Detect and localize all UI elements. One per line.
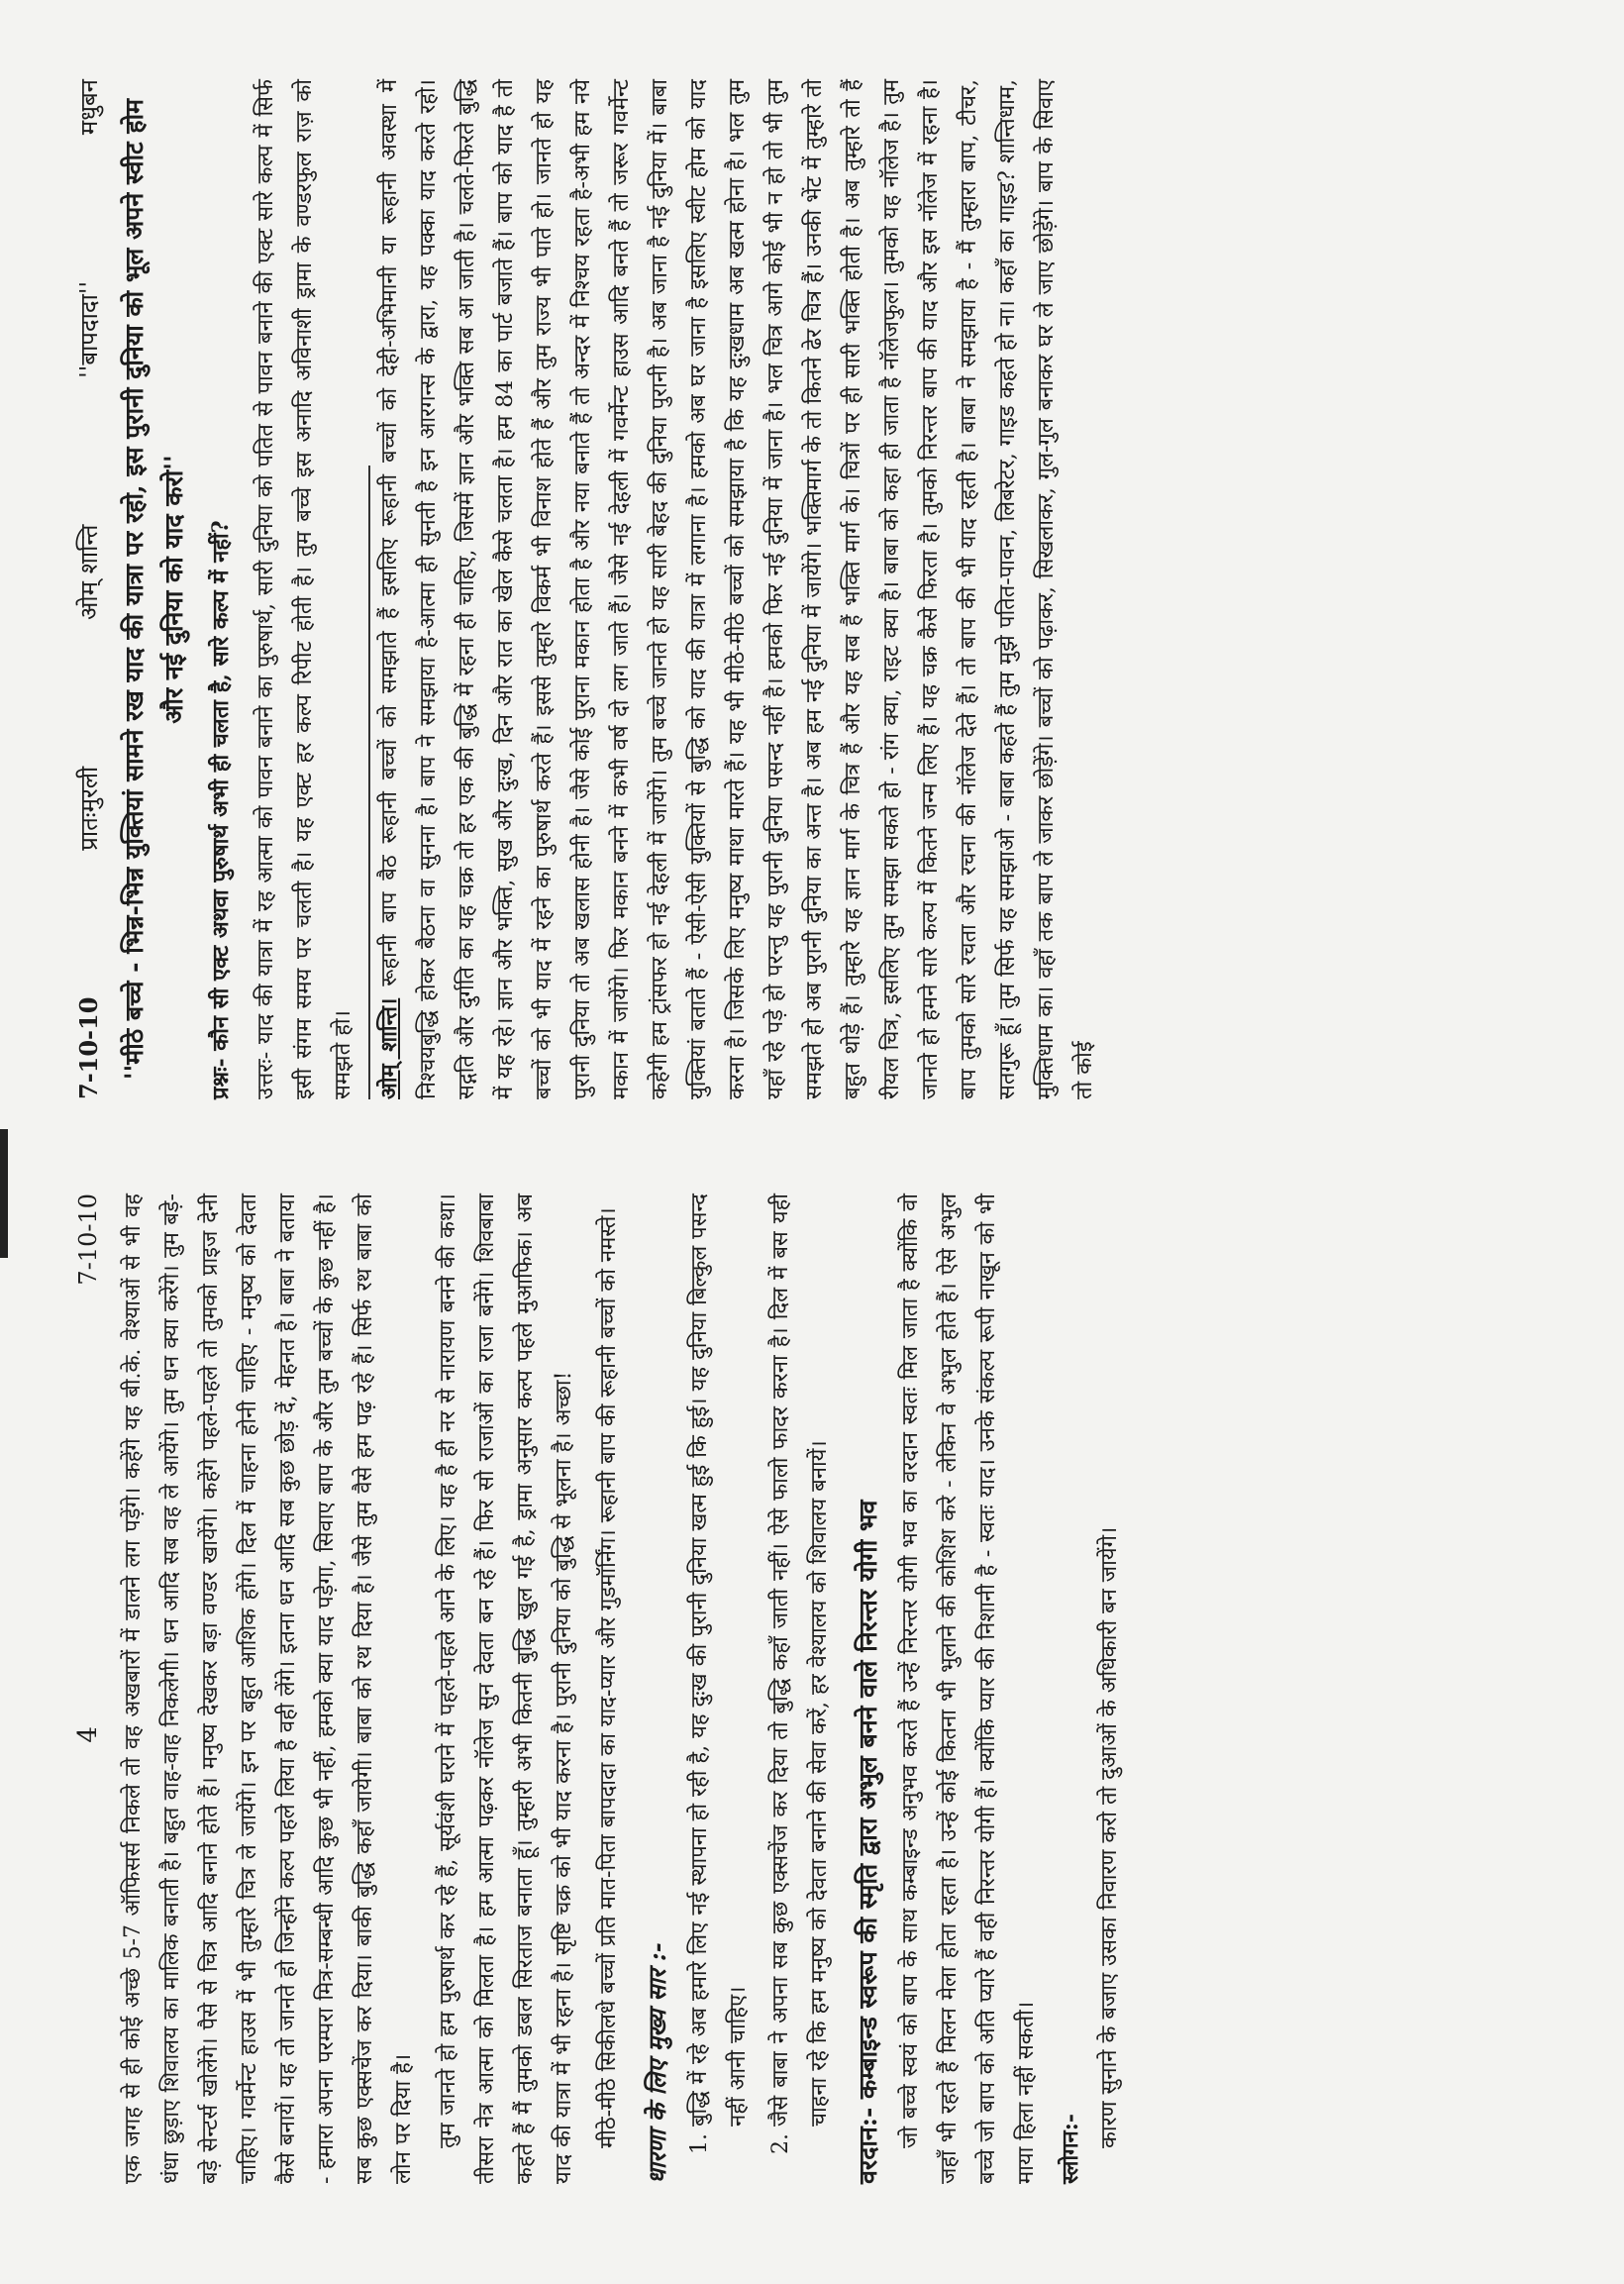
dharna-item: 2. जैसे बाबा ने अपना सब कुछ एक्सचेंज कर दिया तो बुद्धि कहाँ जाती नहीं। ऐसे फालो फादर करना है। दिल में बस यही चाहना रहे कि हम मनुष्य को देवता बनाने की सेवा करें, हर वेश्यालय को शिवालय बनायें। (761, 1194, 839, 2127)
murli-header (69, 79, 109, 1099)
left-column (50, 1164, 1574, 2229)
slogan-title: स्लोगन:- (1058, 2113, 1083, 2184)
murli-date: 7-10-10 (74, 996, 103, 1099)
om-shanti-header: ओम् शान्ति (75, 524, 103, 620)
madhuban-label: मधुबन (75, 79, 103, 136)
slogan-text: कारण सुनाने के बजाए उसका निवारण करो तो दुआओं के अधिकारी बन जायेंगे। (1097, 1526, 1122, 2148)
answer: उत्तरः- याद की यात्रा में रह आत्मा को पावन बनाने का पुरुषार्थ, सारी दुनिया को पतित से पावन बनाने की एक्ट सारे कल्प में सिर्फ इसी संगम समय पर चलती है। यह एक्ट हर कल्प रिपीट होती है। तुम बच्चे इस अनादि अविनाशी ड्रामा के वण्डरफुल राज़ को समझते हो। (254, 79, 355, 1099)
murli-title: ''मीठे बच्चे - भिन्न-भिन्न युक्तियां सामने रख याद की यात्रा पर रहो, इस पुरानी दुनिया को भूल अपने स्वीट होम और नई दुनिया को याद करो'' (120, 98, 188, 1081)
left-paragraph-3: मीठे-मीठे सिकीलधे बच्चों प्रति मात-पिता बापदादा का याद-प्यार और गुडमॉर्निंग। रूहानी बाप की रूहानी बच्चों को नमस्ते। (596, 1207, 621, 2148)
vardan-title: वरदान:- कम्बाइन्ड स्वरूप की स्मृति द्वारा अभुल बनने वाले निरन्तर योगी भव (854, 1500, 882, 2184)
dharna-item: 1. बुद्धि में रहे अब हमारे लिए नई स्थापना हो रही है, यह दुःख की पुरानी दुनिया खत्म हुई कि हुई। यह दुनिया बिल्कुल पसन्द नहीं आनी चाहिए। (680, 1194, 758, 2127)
left-date: 7-10-10 (74, 1194, 102, 1286)
question: प्रश्नः- कौन सी एक्ट अथवा पुरुषार्थ अभी ही चलता है, सारे कल्प में नहीं? (208, 520, 234, 1099)
om-shanti-lead: ओम् शान्ति। (376, 997, 402, 1099)
murli-body (370, 79, 1104, 1099)
vardan-text: जो बच्चे स्वयं को बाप के साथ कम्बाइन्ड अनुभव करते हैं उन्हें निरन्तर योगी भव का वरदान स्वतः मिल जाता है क्योंकि वो जहाँ भी रहते हैं मिलन मेला होता रहता है। उन्हें कोई कितना भी भुलाने की कोशिश करे - लेकिन वे अभुल होते हैं। ऐसे अभुल बच्चे जो बाप को अति प्यारे हैं वही निरन्तर योगी हैं। क्योंकि प्यार की निशानी है - स्वतः याद। उनके संकल्प रूपी नाखून को भी माया हिला नहीं सकती। (898, 1194, 1039, 2184)
left-header (69, 1194, 108, 2184)
rotated-page (50, 50, 1574, 2229)
murli-label: प्रातःमुरली (75, 766, 103, 851)
page-number: 4 (73, 1726, 103, 1743)
binder-mark (0, 1129, 8, 1258)
dharna-title: धारणा के लिए मुख्य सार :- (643, 1942, 671, 2184)
murli-body-text: रूहानी बाप बैठ रूहानी बच्चों को समझाते हैं इसलिए रूहानी बच्चों को देही-अभिमानी या रूहानी अवस्था में निश्चयबुद्धि होकर बैठना वा सुनना है। बाप ने समझाया है-आत्मा ही सुनती है इन आरगन्स के द्वारा, यह पक्का याद करते रहो। सद्गति और दुर्गति का यह चक्र तो हर एक की बुद्धि में रहना ही चाहिए, जिसमें ज्ञान और भक्ति सब आ जाती है। चलते-फिरते बुद्धि में यह रहे। ज्ञान और भक्ति, सुख और दुःख, दिन और रात का खेल कैसे चलता है। हम 84 का पार्ट बजाते हैं। बाप को याद है तो बच्चों को भी याद में रहने का पुरुषार्थ करते हैं। इससे तुम्हारे विकर्म भी विनाश होते हैं और तुम राज्य भी पाते हो। जानते हो यह पुरानी दुनिया तो अब खलास होनी है। जैसे कोई पुराना मकान होता है और नया बनाते हैं तो अन्दर में निश्चय रहता है-अभी हम नये मकान में जायेंगे। फिर मकान बनने में कभी वर्ष दो लग जाते हैं। जैसे नई देहली में गवर्मेन्ट हाउस आदि बनते हैं तो जरूर गवर्मेन्ट कहेगी हम ट्रांसफर हो नई देहली में जायेंगे। तुम बच्चे जानते हो यह सारी बेहद की दुनिया पुरानी है। अब जाना है नई दुनिया में। बाबा युक्तियां बताते हैं - ऐसी-ऐसी युक्तियों से बुद्धि को याद की यात्रा में लगाना है। हमको अब घर जाना है इसलिए स्वीट होम को याद करना है। जिसके लिए मनुष्य माथा मारते हैं। यह भी मीठे-मीठे बच्चों को समझाया है कि यह दुःखधाम अब खत्म होना है। भल तुम यहाँ रहे पड़े हो परन्तु यह पुरानी दुनिया पसन्द नहीं है। हमको फिर नई दुनिया में जाना है। भल चित्र आगे कोई भी न हो तो भी तुम समझते हो अब पुरानी दुनिया का अन्त है। अब हम नई दुनिया में जायेंगे। भक्तिमार्ग के तो कितने ढेर चित्र हैं। उनकी भेंट में तुम्हारे तो बहुत थोड़े हैं। तुम्हारे यह ज्ञान मार्ग के चित्र हैं और यह सब हैं भक्ति मार्ग के। चित्रों पर ही सारी भक्ति होती है। अब तुम्हारे तो हैं रीयल चित्र, इसलिए तुम समझा सकते हो - रांग क्या, राइट क्या है। बाबा को कहा ही जाता है नॉलेजफुल। तुमको यह नॉलेज है। तुम जानते हो हमने सारे कल्प में कितने जन्म लिए हैं। यह चक्र कैसे फिरता है। तुमको निरन्तर बाप की याद और इस नॉलेज में रहना है। बाप तुमको सारे रचता और रचना की नॉलेज देते हैं। तो बाप की भी याद रहती है। बाबा ने समझाया है - मैं तुम्हारा बाप, टीचर, सतगुरू हूँ। तुम सिर्फ यह समझाओ - बाबा कहते हैं तुम मुझे पतित-पावन, लिबरेटर, गाइड कहते हो ना। कहाँ का गाइड? शान्तिधाम, मुक्तिधाम का। वहाँ तक बाप ले जाकर छोड़ेंगे। बच्चों को पढ़ाकर, सिखलाकर, गुल-गुल बनाकर घर ले जाए छोड़ेंगे। बाप के सिवाए तो कोई (377, 79, 1097, 1099)
right-column (50, 50, 1574, 1129)
left-paragraph-1: एक जगह से ही कोई अच्छे 5-7 ऑफिसर्स निकले तो वह अखबारों में डालने लग पड़ेंगे। कहेंगे यह बी.के. वेश्याओं से भी वह धंधा छुड़ाए शिवालय का मालिक बनाती है। बहुत वाह-वाह निकलेगी। धन आदि सब वह ले आयेंगे। तुम धन क्या करेंगे। तुम बड़े-बड़े सेन्टर्स खोलेंगे। पैसे से चित्र आदि बनाने होते हैं। मनुष्य देखकर बड़ा वण्डर खायेंगे। कहेंगे पहले-पहले तो तुमको प्राइज देनी चाहिए। गवर्मेन्ट हाउस में भी तुम्हारे चित्र ले जायेंगे। इन पर बहुत आशिक होंगे। दिल में चाहना होनी चाहिए - मनुष्य को देवता कैसे बनायें। यह तो जानते हो जिन्होंने कल्प पहले लिया है वही लेंगे। इतना धन आदि सब कुछ छोड़ दें, मेहनत है। बाबा ने बताया - हमारा अपना परम्परा मित्र-सम्बन्धी आदि कुछ भी नहीं, हमको क्या याद पड़ेगा, सिवाए बाप के और तुम बच्चों के कुछ नहीं है। सब कुछ एक्सचेंज कर दिया। बाकी बुद्धि कहाँ जायेगी। बाबा को रथ दिया है। जैसे तुम वैसे हम पढ़ रहे हैं। सिर्फ रथ बाबा को लोन पर दिया है। (121, 1194, 416, 2184)
dharna-list (680, 1194, 839, 2184)
left-paragraph-2: तुम जानते हो हम पुरुषार्थ कर रहे हैं, सूर्यवंशी घराने में पहले-पहले आने के लिए। यह है ही नर से नारायण बनने की कथा। तीसरा नेत्र आत्मा को मिलता है। हम आत्मा पढ़कर नॉलेज सुन देवता बन रहे हैं। फिर सो राजाओं का राजा बनेंगे। शिवबाबा कहते हैं मैं तुमको डबल सिरताज बनाता हूँ। तुम्हारी अभी कितनी बुद्धि खुल गई है, ड्रामा अनुसार कल्प पहले मुआफिक। अब याद की यात्रा में भी रहना है। सृष्टि चक्र को भी याद करना है। पुरानी दुनिया को बुद्धि से भूलना है। अच्छा! (436, 1194, 576, 2184)
baapdada-label: ''बापदादा'' (75, 280, 103, 378)
